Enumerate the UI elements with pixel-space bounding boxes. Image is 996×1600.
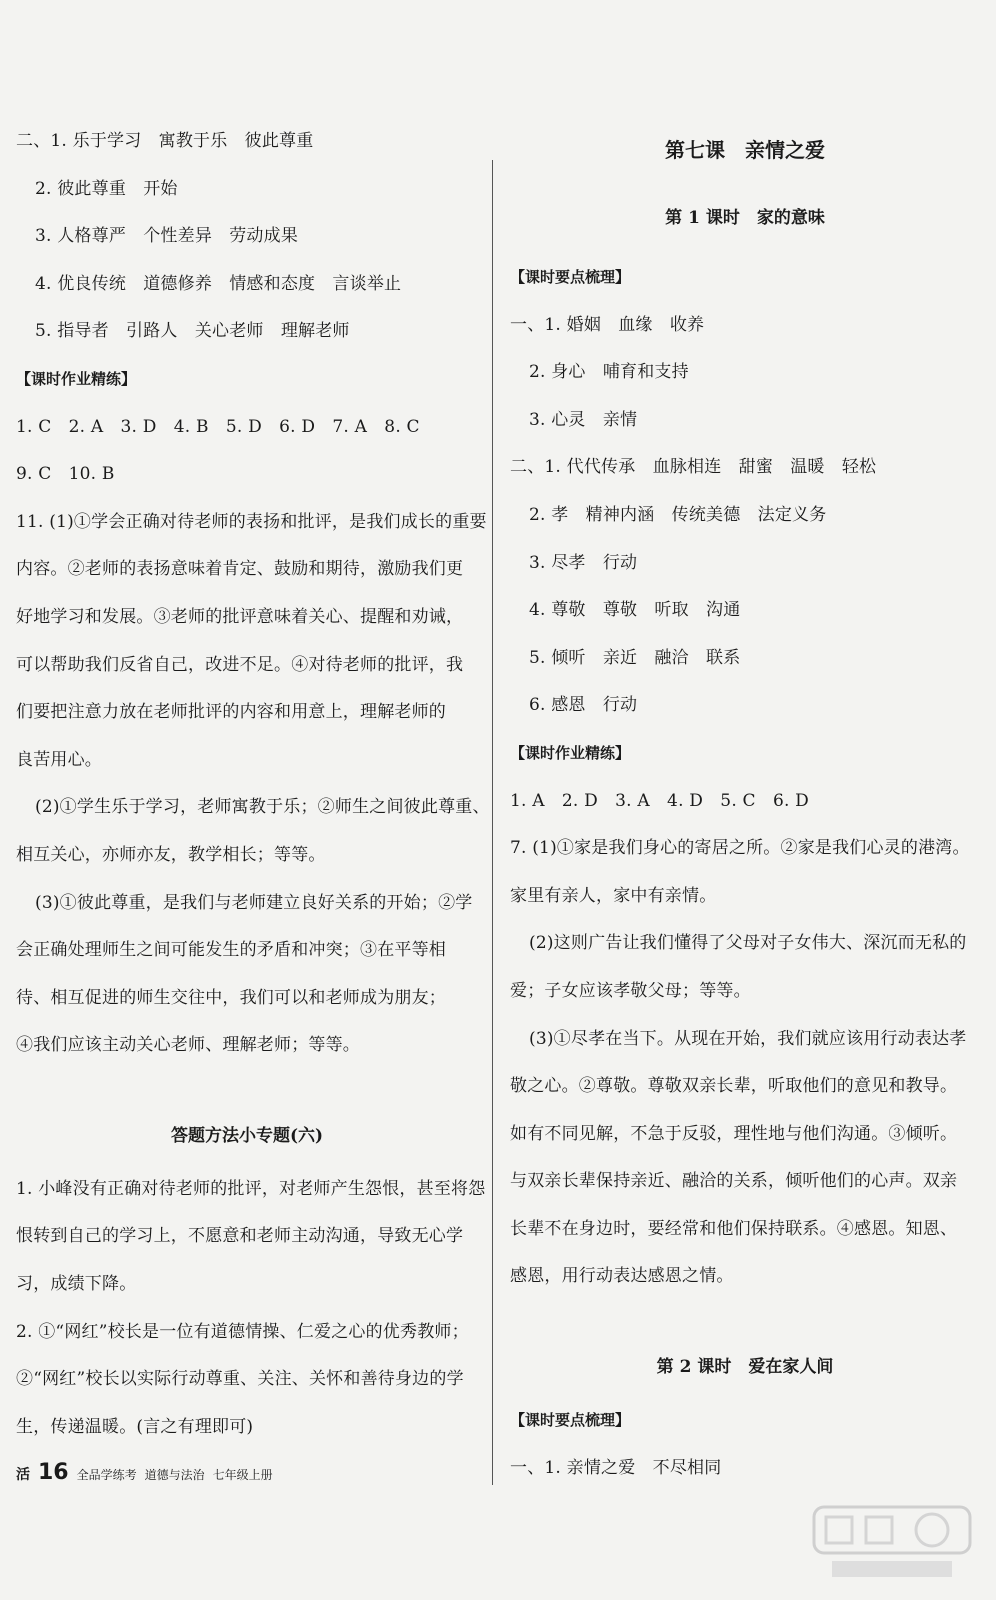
text-line: 良苦用心。 (16, 749, 102, 770)
series-name: 全品学练考 (76, 1468, 137, 1482)
page-footer (16, 1460, 273, 1490)
text-line: ④我们应该主动关心老师、理解老师；等等。 (16, 1035, 360, 1056)
list-item: 3. 人格尊严 个性差异 劳动成果 (35, 226, 299, 247)
list-item: 2. 孝 精神内涵 传统美德 法定义务 (529, 504, 827, 525)
text-line: 生，传递温暖。(言之有理即可) (16, 1416, 254, 1437)
text-line: 们要把注意力放在老师批评的内容和用意上，理解老师的 (16, 702, 446, 723)
q11-part3 (16, 880, 478, 1070)
text-line: 2. ①“网红”校长是一位有道德情操、仁爱之心的优秀教师； (16, 1321, 469, 1342)
q7-part1 (510, 825, 980, 920)
list-item: 二、1. 乐于学习 寓教于乐 彼此尊重 (16, 131, 314, 151)
list-item: 4. 优良传统 道德修养 情感和态度 言谈举止 (35, 273, 402, 294)
answer-list-1 (16, 118, 478, 356)
list-item: 2. 身心 哺育和支持 (529, 362, 689, 383)
list-item: 2. 彼此尊重 开始 (35, 178, 178, 199)
text-line: 会正确处理师生之间可能发生的矛盾和冲突；③在平等相 (16, 940, 446, 961)
text-line: 可以帮助我们反省自己，改进不足。④对待老师的批评，我 (16, 654, 464, 675)
mc-answers: 1. A 2. D 3. A 4. D 5. C 6. D (510, 790, 809, 811)
text-line: 长辈不在身边时，要经常和他们保持联系。④感恩。知恩、 (510, 1218, 958, 1239)
section-heading: 【课时作业精练】 (510, 743, 631, 762)
q7-part3 (510, 1016, 980, 1302)
text-line: (3)①尽孝在当下。从现在开始，我们就应该用行动表达孝 (529, 1028, 967, 1049)
list-item: 4. 尊敬 尊敬 听取 沟通 (529, 600, 741, 621)
mc-answers: 1. C 2. A 3. D 4. B 5. D 6. D 7. A 8. C (16, 416, 420, 437)
points-list (510, 302, 980, 730)
section-heading: 【课时作业精练】 (16, 369, 137, 388)
period-title: 第 2 课时 爱在家人间 (656, 1357, 834, 1378)
grade-name: 七年级上册 (212, 1468, 273, 1482)
topic-answer-1 (16, 1166, 486, 1309)
section-heading: 【课时要点梳理】 (510, 1411, 631, 1430)
text-line: 待、相互促进的师生交往中，我们可以和老师成为朋友； (16, 987, 446, 1008)
section-heading: 【课时要点梳理】 (510, 268, 631, 286)
list-item: 5. 指导者 引路人 关心老师 理解老师 (35, 321, 350, 342)
text-line: (2)①学生乐于学习，老师寓教于乐；②师生之间彼此尊重、 (35, 797, 490, 818)
q11-part1 (16, 499, 487, 785)
list-item: 3. 尽孝 行动 (529, 552, 638, 573)
text-line: ②“网红”校长以实际行动尊重、关注、关怀和善待身边的学 (16, 1369, 464, 1390)
watermark-logo-icon (812, 1505, 972, 1585)
text-line: 习，成绩下降。 (16, 1274, 137, 1295)
left-column (16, 118, 490, 1451)
text-line: 家里有亲人，家中有亲情。 (510, 885, 717, 906)
text-line: 内容。②老师的表扬意味着肯定、鼓励和期待，激励我们更 (16, 559, 464, 580)
footer-prefix: 活 (16, 1467, 30, 1483)
text-line: 1. 小峰没有正确对待老师的批评，对老师产生怨恨，甚至将怨 (16, 1178, 486, 1199)
text-line: 与双亲长辈保持亲近、融洽的关系，倾听他们的心声。双亲 (510, 1171, 958, 1192)
period-title: 第 1 课时 家的意味 (665, 208, 825, 228)
page-number: 16 (38, 1460, 69, 1485)
q11-part2 (16, 784, 490, 879)
list-item: 一、1. 亲情之爱 不尽相同 (510, 1457, 722, 1478)
text-line: 11. (1)①学会正确对待老师的表扬和批评，是我们成长的重要 (16, 511, 487, 532)
list-item: 一、1. 婚姻 血缘 收养 (510, 314, 705, 335)
topic-title: 答题方法小专题(六) (170, 1125, 324, 1146)
text-line: 感恩，用行动表达感恩之情。 (510, 1266, 734, 1287)
column-divider (492, 160, 493, 1485)
text-line: (2)这则广告让我们懂得了父母对子女伟大、深沉而无私的 (529, 933, 967, 954)
lesson-title: 第七课 亲情之爱 (665, 138, 825, 162)
list-item: 5. 倾听 亲近 融洽 联系 (529, 647, 741, 668)
text-line: 敬之心。②尊敬。尊敬双亲长辈，听取他们的意见和教导。 (510, 1076, 958, 1097)
list-item: 二、1. 代代传承 血脉相连 甜蜜 温暖 轻松 (510, 457, 877, 478)
text-line: 恨转到自己的学习上，不愿意和老师主动沟通，导致无心学 (16, 1226, 464, 1247)
subject-name: 道德与法治 (144, 1468, 205, 1482)
mc-answers: 9. C 10. B (16, 464, 115, 485)
text-line: 相互关心，亦师亦友，教学相长；等等。 (16, 844, 326, 865)
text-line: 7. (1)①家是我们身心的寄居之所。②家是我们心灵的港湾。 (510, 838, 970, 859)
q7-part2 (510, 920, 980, 1015)
right-column (510, 118, 980, 1492)
list-item: 6. 感恩 行动 (529, 695, 638, 716)
text-line: 爱；子女应该孝敬父母；等等。 (510, 980, 751, 1001)
text-line: 好地学习和发展。③老师的批评意味着关心、提醒和劝诫， (16, 606, 464, 627)
topic-answer-2 (16, 1309, 478, 1452)
list-item: 3. 心灵 亲情 (529, 409, 638, 430)
text-line: 如有不同见解，不急于反驳，理性地与他们沟通。③倾听。 (510, 1123, 958, 1144)
text-line: (3)①彼此尊重，是我们与老师建立良好关系的开始；②学 (35, 892, 473, 913)
